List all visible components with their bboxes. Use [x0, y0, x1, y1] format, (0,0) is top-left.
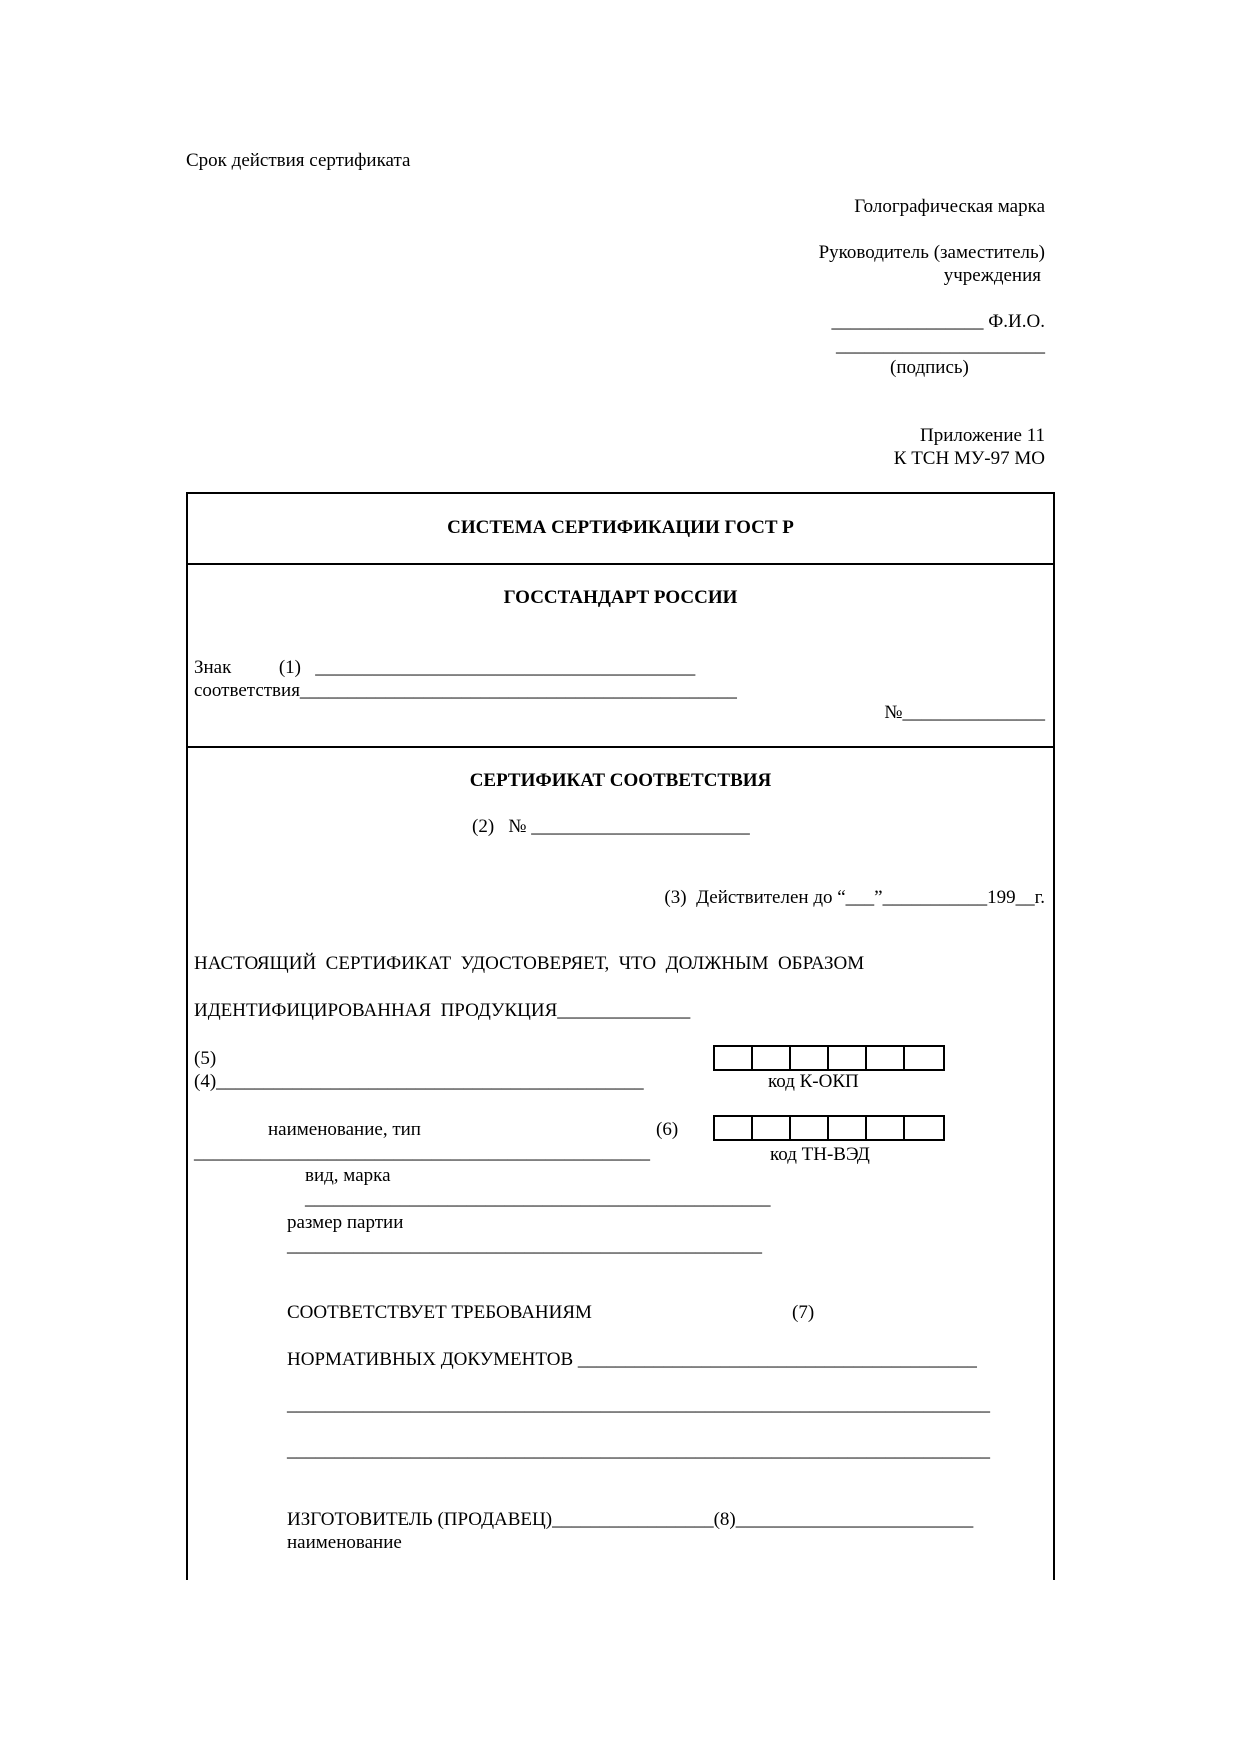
field-5-label: (5): [194, 1048, 217, 1069]
certificate-validity-label: Срок действия сертификата: [186, 150, 411, 171]
system-title: СИСТЕМА СЕРТИФИКАЦИИ ГОСТ Р: [447, 517, 794, 538]
form-right-border: [1053, 492, 1055, 1580]
conformity-mark-line2: соответствия______________________________________________: [194, 680, 737, 701]
complies-label: СООТВЕТСТВУЕТ ТРЕБОВАНИЯМ: [287, 1302, 592, 1323]
tnved-code-cells: [713, 1115, 945, 1141]
batch-size-caption: размер партии: [287, 1212, 404, 1233]
row-divider-2: [186, 746, 1055, 748]
certifies-line1: НАСТОЯЩИЙ СЕРТИФИКАТ УДОСТОВЕРЯЕТ, ЧТО ДОЛЖНЫМ ОБРАЗОМ: [194, 953, 865, 974]
certificate-number-line: (2) № _______________________: [472, 816, 750, 837]
name-type-caption: наименование, тип: [268, 1119, 421, 1140]
fio-signature-line: ________________ Ф.И.О.: [831, 311, 1045, 332]
normative-docs-blank-2: __________________________________________________________________________: [287, 1440, 990, 1461]
appendix-line2: К ТСН МУ-97 МО: [893, 448, 1045, 469]
tnved-code-label: код ТН-ВЭД: [770, 1144, 870, 1165]
registration-number-line: №_______________: [884, 702, 1045, 723]
valid-until-line: (3) Действителен до “___”___________199__г.: [664, 887, 1045, 908]
kind-brand-caption: вид, марка: [305, 1165, 391, 1186]
field-6-label: (6): [656, 1119, 679, 1140]
manufacturer-name-caption: наименование: [287, 1532, 402, 1553]
manufacturer-line: ИЗГОТОВИТЕЛЬ (ПРОДАВЕЦ)_________________(8)_________________________: [287, 1509, 974, 1530]
conformity-mark-line1: Знак (1) ________________________________________: [194, 657, 696, 678]
appendix-line1: Приложение 11: [919, 425, 1045, 446]
okp-code-cells: [713, 1045, 945, 1071]
certificate-title: СЕРТИФИКАТ СООТВЕТСТВИЯ: [469, 770, 772, 791]
product-blank-line: ________________________________________________: [194, 1142, 650, 1163]
field-4-line: (4)_____________________________________________: [194, 1071, 644, 1092]
agency-title: ГОССТАНДАРТ РОССИИ: [503, 587, 738, 608]
normative-docs-line: НОРМАТИВНЫХ ДОКУМЕНТОВ __________________________________________: [287, 1349, 977, 1370]
hologram-label: Голографическая марка: [854, 196, 1045, 217]
signature-caption: (подпись): [890, 357, 969, 378]
head-title-line1: Руководитель (заместитель): [818, 242, 1045, 263]
row-divider-1: [186, 563, 1055, 565]
kind-brand-line: _________________________________________________: [305, 1188, 771, 1209]
form-top-border: [186, 492, 1055, 494]
field-7-label: (7): [792, 1302, 815, 1323]
normative-docs-blank-1: __________________________________________________________________________: [287, 1394, 990, 1415]
signature-line: ______________________: [836, 335, 1045, 356]
head-title-line2: учреждения: [943, 265, 1041, 286]
okp-code-label: код К-ОКП: [768, 1071, 859, 1092]
batch-size-line: __________________________________________________: [287, 1235, 762, 1256]
certifies-line2: ИДЕНТИФИЦИРОВАННАЯ ПРОДУКЦИЯ______________: [194, 1000, 691, 1021]
form-left-border: [186, 492, 188, 1580]
